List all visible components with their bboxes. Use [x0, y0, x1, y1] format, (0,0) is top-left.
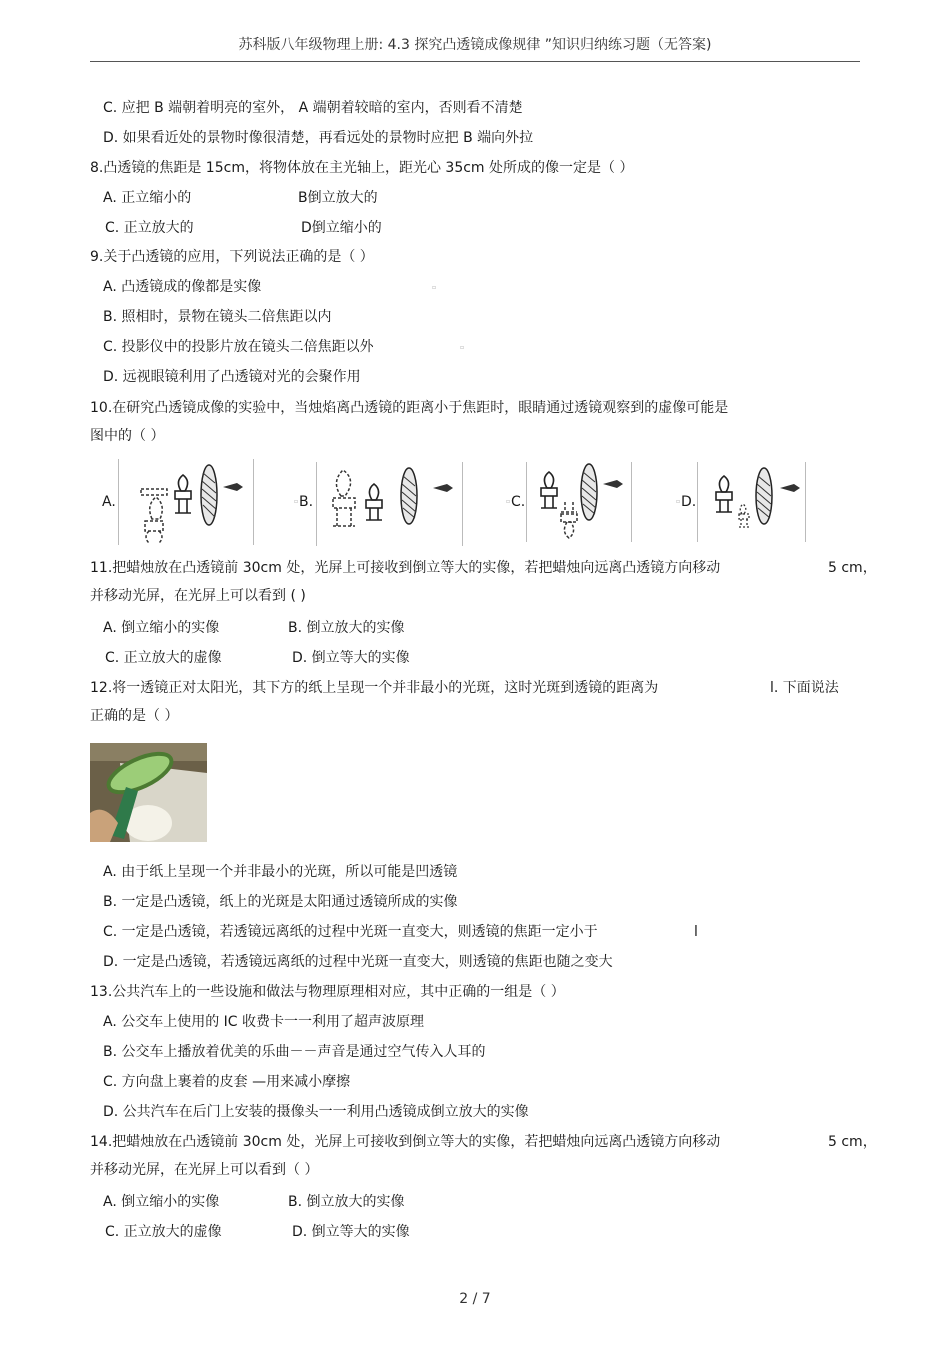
q8-option-a: A. 正立缩小的 — [103, 190, 192, 206]
q8-option-b: B倒立放大的 — [298, 190, 378, 206]
q9-option-a: A. 凸透镜成的像都是实像 — [103, 279, 262, 295]
question-11-line1: 11.把蜡烛放在凸透镜前 30cm 处，光屏上可接收到倒立等大的实像，若把蜡烛向远离凸透镜方向移动 — [90, 560, 721, 576]
q11-option-c: C. 正立放大的虚像 — [105, 650, 222, 666]
q12-option-d: D. 一定是凸透镜，若透镜远离纸的过程中光斑一直变大，则透镜的焦距也随之变大 — [103, 954, 613, 970]
figure-label-c: C. — [511, 494, 526, 510]
option-d-prev: D. 如果看近处的景物时像很清楚，再看远处的景物时应把 B 端向外拉 — [103, 130, 534, 146]
question-12-line1: 12.将一透镜正对太阳光，其下方的纸上呈现一个并非最小的光斑，这时光斑到透镜的距离为 — [90, 680, 659, 696]
header-rule — [90, 61, 860, 62]
q12-option-b: B. 一定是凸透镜，纸上的光斑是太阳通过透镜所成的实像 — [103, 894, 458, 910]
question-9: 9.关于凸透镜的应用，下列说法正确的是（ ） — [90, 249, 374, 265]
q14-option-a: A. 倒立缩小的实像 — [103, 1194, 220, 1210]
scan-mark: ▫ — [676, 498, 681, 505]
question-10-line2: 图中的（ ） — [90, 428, 165, 444]
figure-c — [526, 462, 632, 542]
q13-option-d: D. 公共汽车在后门上安装的摄像头一一利用凸透镜成倒立放大的实像 — [103, 1104, 529, 1120]
eye-icon — [603, 480, 623, 488]
question-11-line2: 并移动光屏，在光屏上可以看到 ( ) — [90, 588, 306, 604]
page-number: 2 / 7 — [459, 1291, 491, 1307]
question-12-l: l. 下面说法 — [770, 680, 839, 696]
q11-option-d: D. 倒立等大的实像 — [292, 650, 410, 666]
question-8: 8.凸透镜的焦距是 15cm，将物体放在主光轴上，距光心 35cm 处所成的像一定是（ ） — [90, 160, 634, 176]
q9-option-c: C. 投影仪中的投影片放在镜头二倍焦距以外 — [103, 339, 374, 355]
question-14-distance: 5 cm， — [828, 1134, 877, 1150]
figure-label-d: D. — [681, 494, 697, 510]
figure-d — [697, 462, 806, 542]
figure-a — [118, 459, 254, 545]
candle-lens-diagram-d — [698, 462, 805, 542]
q9-option-d: D. 远视眼镜利用了凸透镜对光的会聚作用 — [103, 369, 361, 385]
q9-option-b: B. 照相时，景物在镜头二倍焦距以内 — [103, 309, 332, 325]
q12-option-a: A. 由于纸上呈现一个并非最小的光斑，所以可能是凹透镜 — [103, 864, 458, 880]
question-10-line1: 10.在研究凸透镜成像的实验中，当烛焰离凸透镜的距离小于焦距时，眼睛通过透镜观察到的虚像可能是 — [90, 400, 729, 416]
q12-option-c: C. 一定是凸透镜，若透镜远离纸的过程中光斑一直变大，则透镜的焦距一定小于 — [103, 924, 598, 940]
q13-option-b: B. 公交车上播放着优美的乐曲－－声音是通过空气传入人耳的 — [103, 1044, 486, 1060]
q8-option-d: D倒立缩小的 — [301, 220, 382, 236]
q8-option-c: C. 正立放大的 — [105, 220, 194, 236]
option-c-prev: C. 应把 B 端朝着明亮的室外， A 端朝着较暗的室内，否则看不清楚 — [103, 100, 523, 116]
question-14-line2: 并移动光屏，在光屏上可以看到（ ） — [90, 1162, 319, 1178]
eye-icon — [223, 483, 243, 491]
scan-mark: ▫ — [432, 284, 437, 291]
q11-option-a: A. 倒立缩小的实像 — [103, 620, 220, 636]
question-14-line1: 14.把蜡烛放在凸透镜前 30cm 处，光屏上可接收到倒立等大的实像，若把蜡烛向远离凸透镜方向移动 — [90, 1134, 721, 1150]
scan-mark: ▫ — [294, 498, 299, 505]
eye-icon — [433, 484, 453, 492]
q14-option-c: C. 正立放大的虚像 — [105, 1224, 222, 1240]
magnifier-photo — [90, 743, 207, 842]
question-11-distance: 5 cm， — [828, 560, 877, 576]
q12-option-c-l: l — [694, 924, 698, 940]
question-12-line2: 正确的是（ ） — [90, 708, 179, 724]
scan-mark: ▫ — [460, 344, 465, 351]
q13-option-a: A. 公交车上使用的 IC 收费卡一一利用了超声波原理 — [103, 1014, 425, 1030]
candle-lens-diagram-b — [317, 462, 462, 546]
q11-option-b: B. 倒立放大的实像 — [288, 620, 405, 636]
figure-b — [316, 462, 463, 546]
q14-option-d: D. 倒立等大的实像 — [292, 1224, 410, 1240]
eye-icon — [780, 484, 800, 492]
candle-lens-diagram-a — [119, 459, 253, 545]
page-header: 苏科版八年级物理上册: 4.3 探究凸透镜成像规律 ”知识归纳练习题（无答案) — [238, 37, 712, 53]
scan-mark: ▫ — [506, 498, 511, 505]
q14-option-b: B. 倒立放大的实像 — [288, 1194, 405, 1210]
q13-option-c: C. 方向盘上裹着的皮套 —用来减小摩擦 — [103, 1074, 351, 1090]
candle-lens-diagram-c — [527, 462, 631, 542]
figure-label-b: B. — [299, 494, 314, 510]
question-13: 13.公共汽车上的一些设施和做法与物理原理相对应，其中正确的一组是（ ） — [90, 984, 565, 1000]
figure-label-a: A. — [102, 494, 116, 510]
